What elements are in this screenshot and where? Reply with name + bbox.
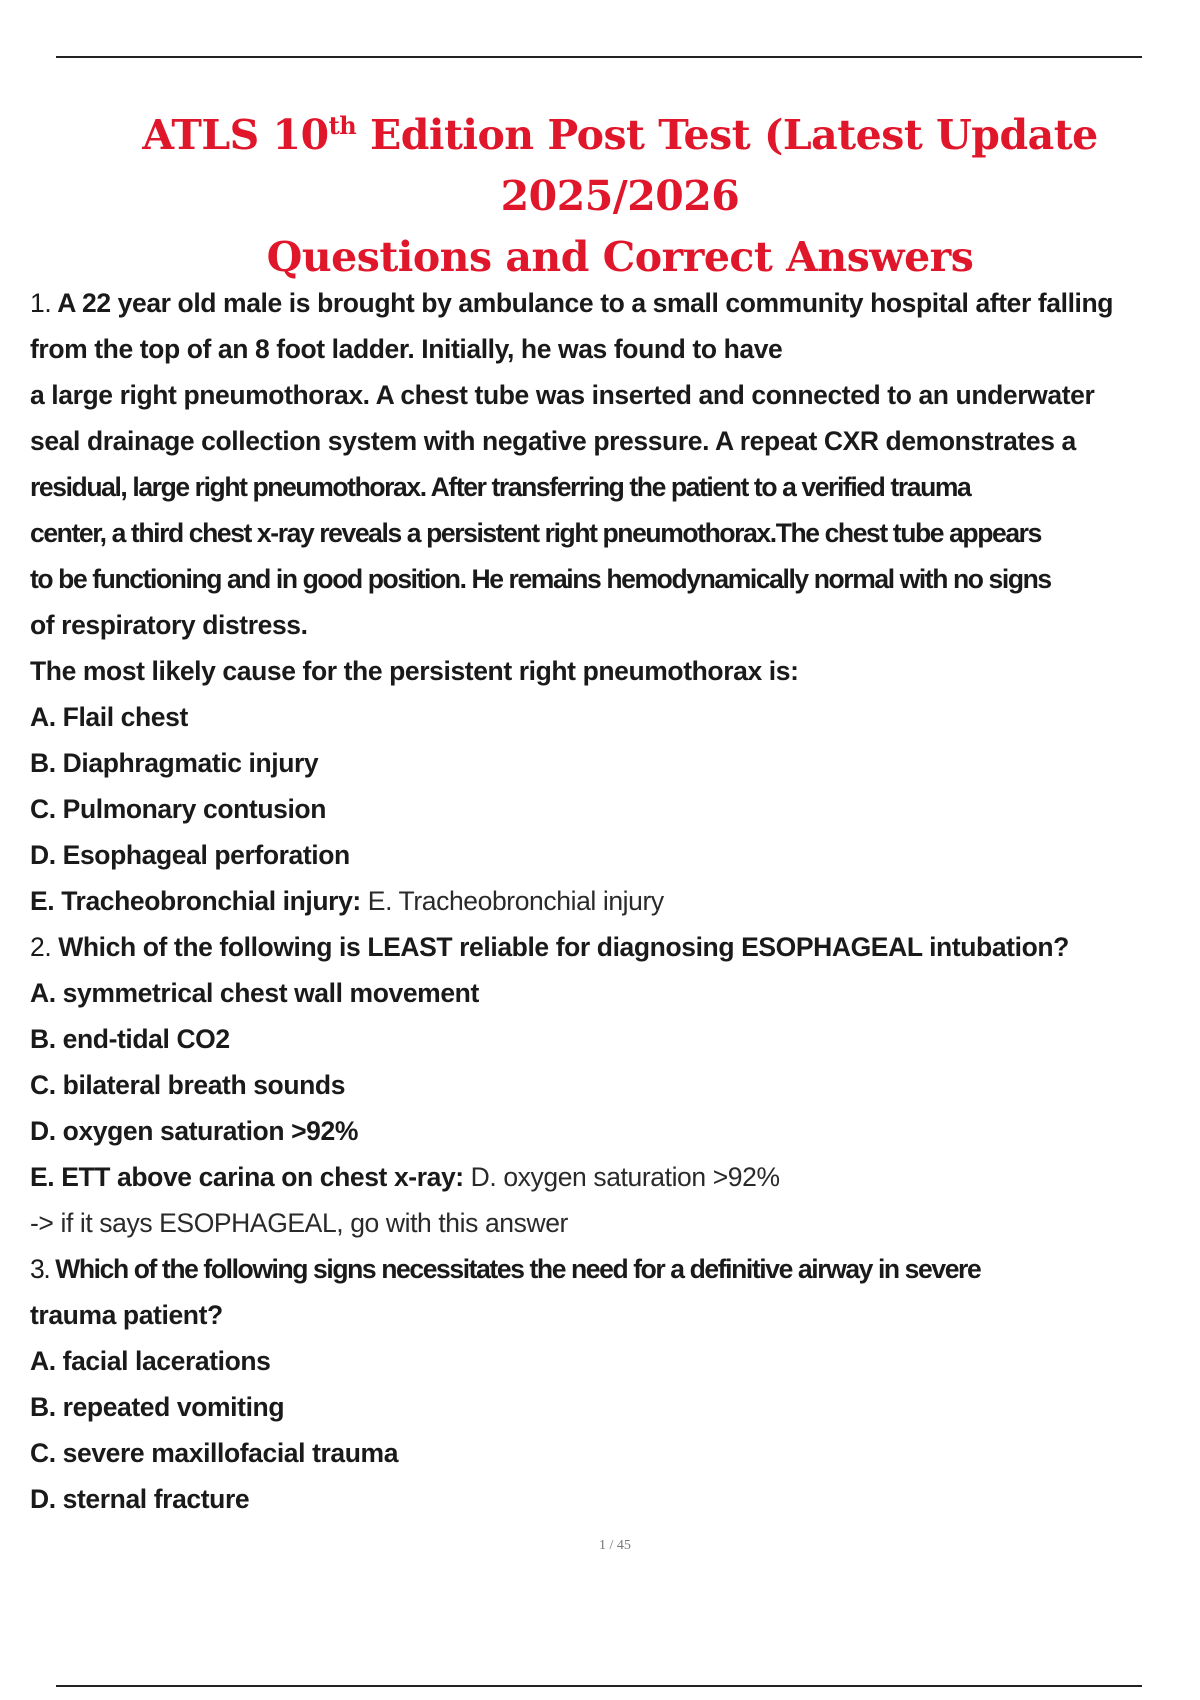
question-stem-line: 1. A 22 year old male is brought by ambulance to a small community hospital after falling xyxy=(30,288,1114,318)
answer-option: D. oxygen saturation >92% xyxy=(30,1116,358,1146)
question-stem-line: to be functioning and in good position. He remains hemodynamically normal with no signs xyxy=(30,564,1051,594)
answer-option: E. ETT above carina on chest x-ray: D. oxygen saturation >92% xyxy=(30,1162,780,1192)
question-1 xyxy=(30,280,1192,924)
question-stem-line: 2. Which of the following is LEAST reliable for diagnosing ESOPHAGEAL intubation? xyxy=(30,932,1069,962)
question-stem-line: 3. Which of the following signs necessitates the need for a definitive airway in severe xyxy=(30,1254,981,1284)
question-number: 1. xyxy=(30,288,52,318)
answer-option: B. end-tidal CO2 xyxy=(30,1024,230,1054)
question-list xyxy=(30,280,1192,1522)
question-stem-line: from the top of an 8 foot ladder. Initially, he was found to have xyxy=(30,334,783,364)
document-title xyxy=(40,105,1200,288)
question-number: 3. xyxy=(30,1254,50,1284)
answer-note: -> if it says ESOPHAGEAL, go with this answer xyxy=(30,1208,568,1238)
header-rule xyxy=(56,56,1142,58)
page-indicator: 1 / 45 xyxy=(599,1538,631,1553)
answer-option: D. Esophageal perforation xyxy=(30,840,350,870)
question-stem-line: seal drainage collection system with negative pressure. A repeat CXR demonstrates a xyxy=(30,426,1076,456)
question-3 xyxy=(30,1246,1192,1522)
answer-option: C. bilateral breath sounds xyxy=(30,1070,346,1100)
answer-option: B. repeated vomiting xyxy=(30,1392,285,1422)
answer-option: D. sternal fracture xyxy=(30,1484,250,1514)
question-stem-line: residual, large right pneumothorax. After transferring the patient to a verified trauma xyxy=(30,472,971,502)
answer-option: C. Pulmonary contusion xyxy=(30,794,326,824)
answer-option: A. Flail chest xyxy=(30,702,188,732)
question-stem-line: of respiratory distress. xyxy=(30,610,308,640)
footer-rule xyxy=(56,1685,1142,1687)
question-stem-line: center, a third chest x-ray reveals a persistent right pneumothorax.The chest tube appears xyxy=(30,518,1041,548)
question-stem-line: a large right pneumothorax. A chest tube was inserted and connected to an underwater xyxy=(30,380,1095,410)
title-line-2: Questions and Correct Answers xyxy=(266,233,974,281)
question-prompt: The most likely cause for the persistent right pneumothorax is: xyxy=(30,656,799,686)
answer-option: A. facial lacerations xyxy=(30,1346,271,1376)
question-2 xyxy=(30,924,1192,1246)
answer-option: B. Diaphragmatic injury xyxy=(30,748,319,778)
correct-answer: D. oxygen saturation >92% xyxy=(463,1162,780,1192)
correct-answer: E. Tracheobronchial injury xyxy=(360,886,664,916)
answer-option: C. severe maxillofacial trauma xyxy=(30,1438,399,1468)
question-number: 2. xyxy=(30,932,52,962)
answer-option: E. Tracheobronchial injury: E. Tracheobronchial injury xyxy=(30,886,664,916)
answer-option: A. symmetrical chest wall movement xyxy=(30,978,479,1008)
question-stem-line: trauma patient? xyxy=(30,1300,223,1330)
title-line-1: ATLS 10th Edition Post Test (Latest Update 2025/2026 xyxy=(142,111,1098,220)
